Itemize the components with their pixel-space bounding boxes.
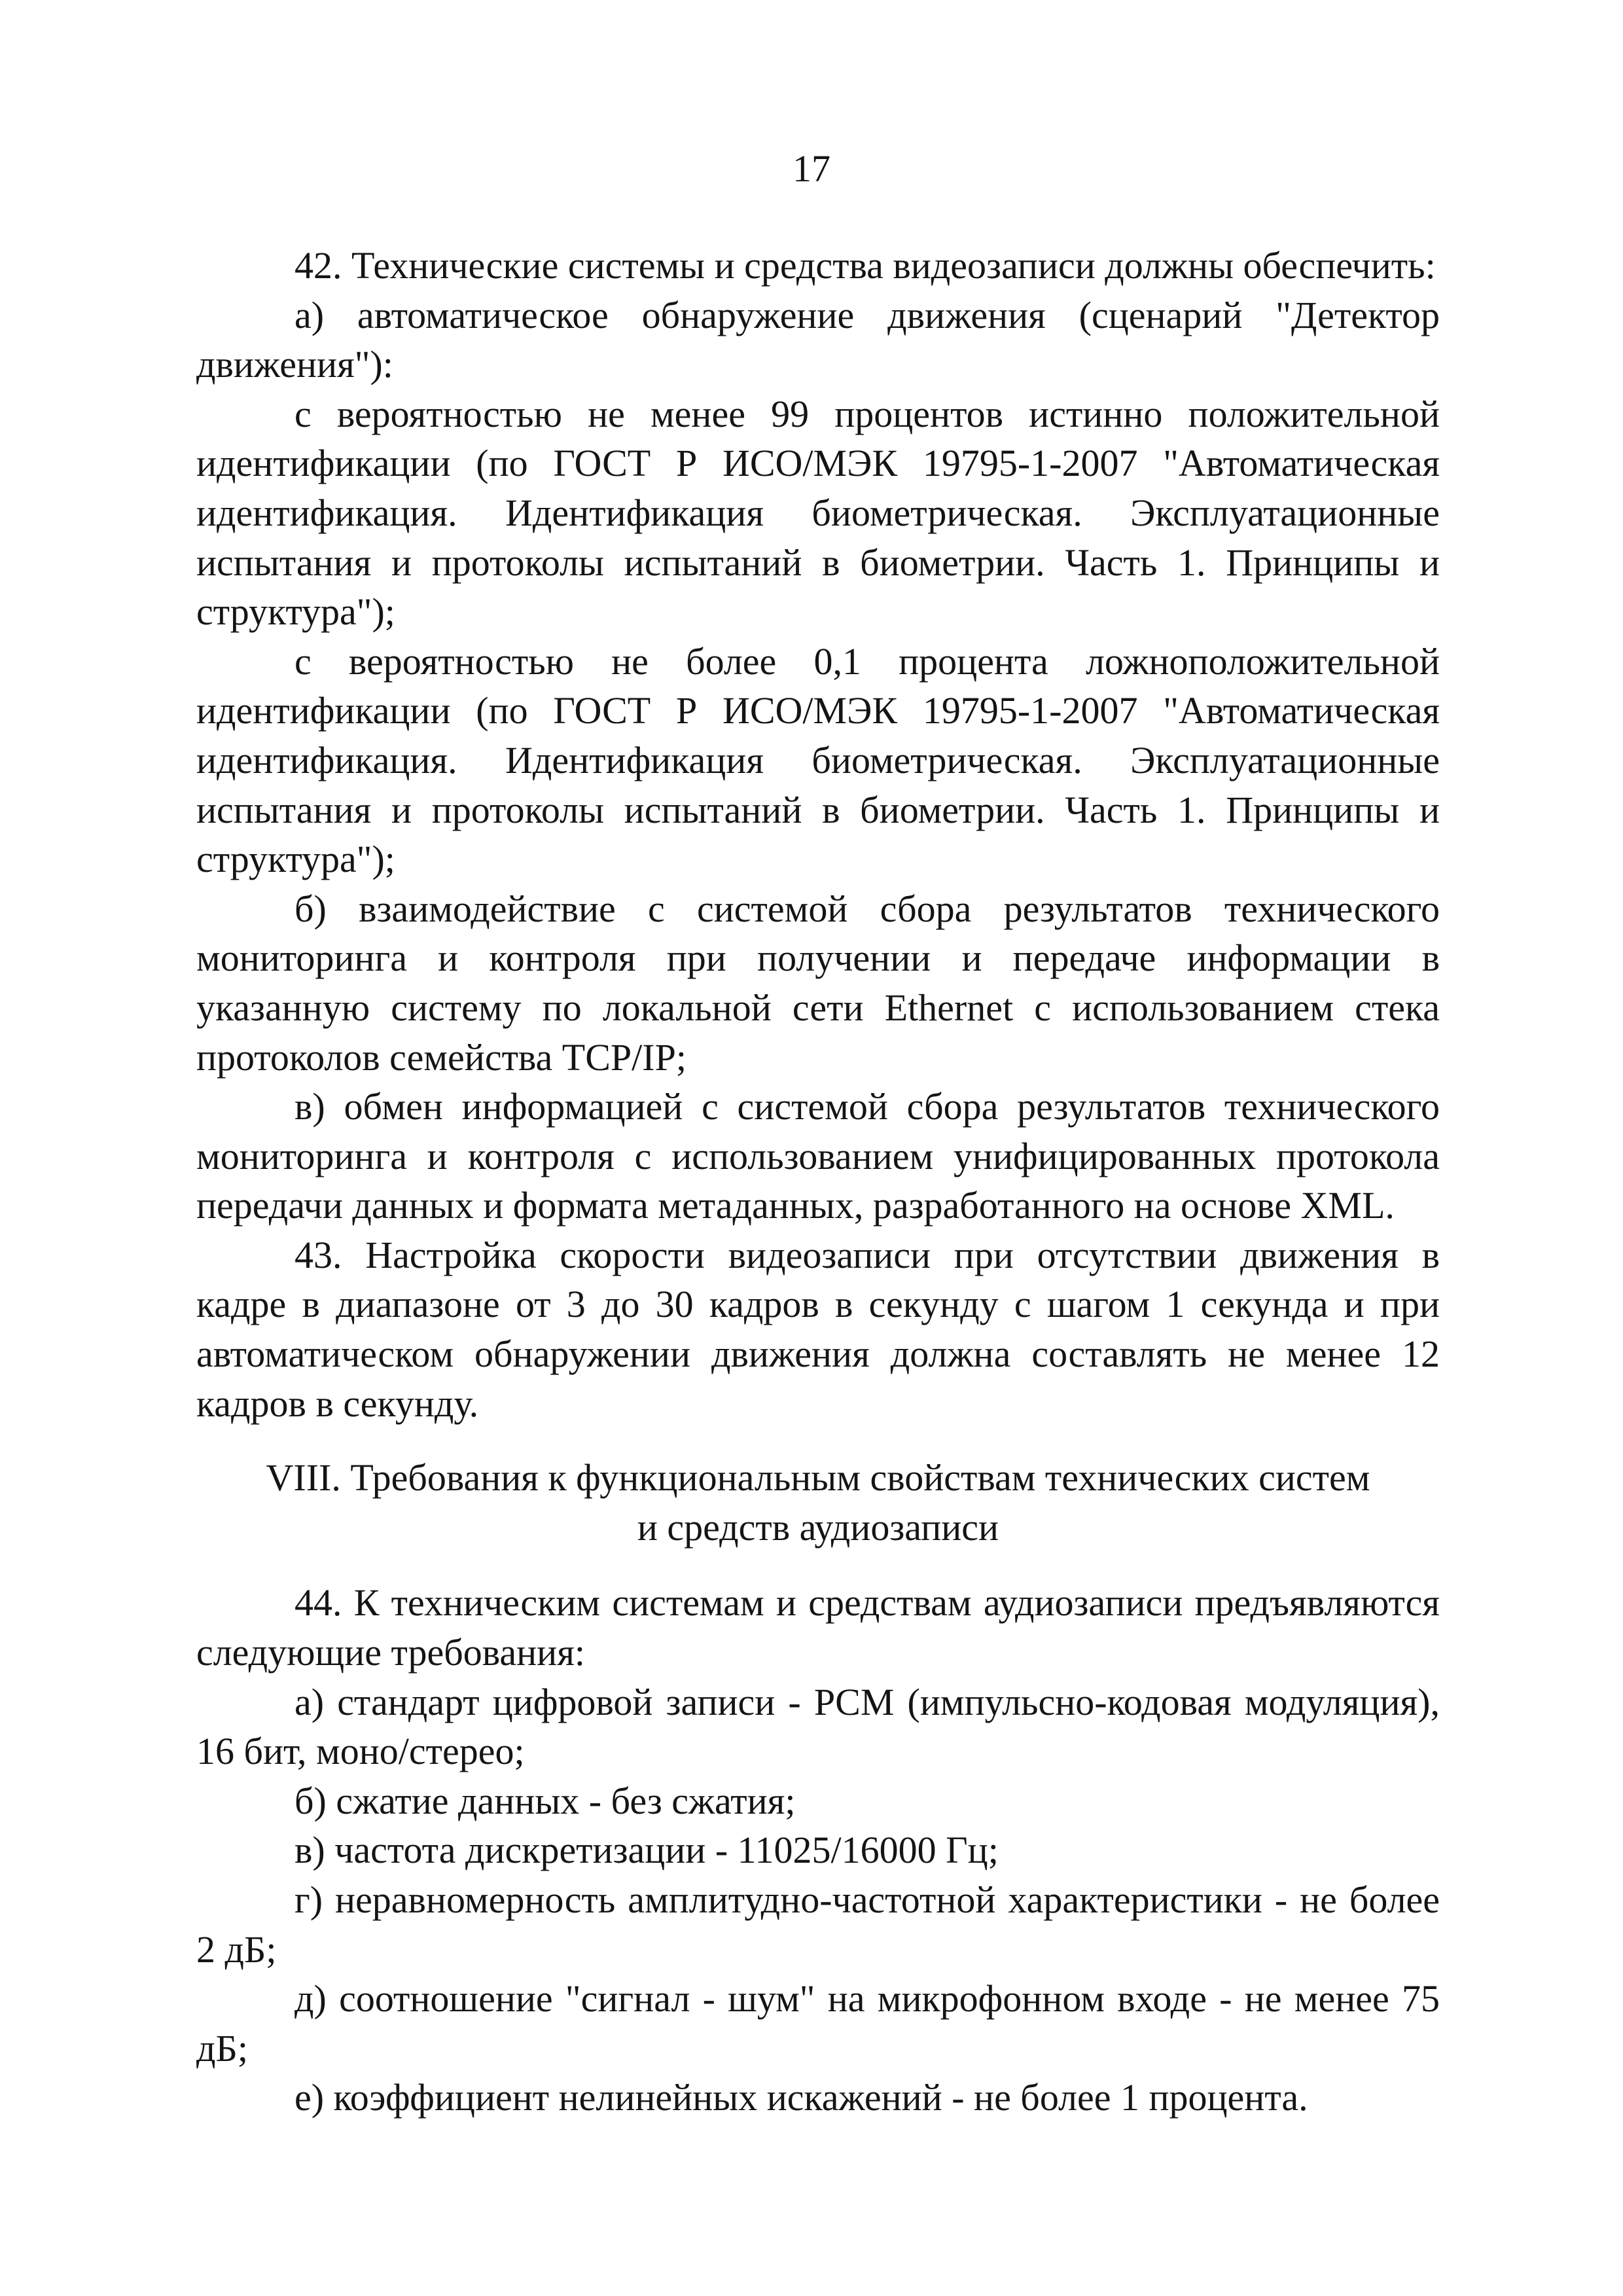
section-heading-line-2: и средств аудиозаписи xyxy=(637,1505,999,1549)
paragraph-44-d: г) неравномерность амплитудно-частотной характеристики - не более 2 дБ; xyxy=(196,1878,1440,1971)
paragraph-44: 44. К техническим системам и средствам аудиозаписи предъявляются следующие требования: xyxy=(196,1581,1440,1674)
paragraph-44-a: а) стандарт цифровой записи - PCM (импульсно-кодовая модуляция), 16 бит, моно/стерео; xyxy=(196,1680,1440,1773)
paragraph-42-a-true-positive: с вероятностью не менее 99 процентов истинно положительной идентификации (по ГОСТ Р ИСО/МЭК 19795-1-2007 "Автоматическая идентификация. Идентификация биометрическая. Эксплуатационные испытания и протоколы испытаний в биометрии. Часть 1. Принципы и структура"); xyxy=(196,392,1440,634)
paragraph-44-b: б) сжатие данных - без сжатия; xyxy=(294,1779,796,1822)
paragraph-42: 42. Технические системы и средства видеозаписи должны обеспечить: xyxy=(294,244,1436,287)
paragraph-44-c: в) частота дискретизации - 11025/16000 Гц; xyxy=(294,1829,999,1872)
paragraph-42-b: б) взаимодействие с системой сбора результатов технического мониторинга и контроля при получении и передаче информации в указанную систему по локальной сети Ethernet с использованием стека протоколов семейства TCP/IP; xyxy=(196,887,1440,1079)
paragraph-42-c: в) обмен информацией с системой сбора результатов технического мониторинга и контроля с использованием унифицированных протокола передачи данных и формата метаданных, разработанного на основе XML. xyxy=(196,1085,1440,1227)
section-heading xyxy=(196,1453,1440,1552)
paragraph-44-e: д) соотношение "сигнал - шум" на микрофонном входе - не менее 75 дБ; xyxy=(196,1977,1440,2070)
section-heading-line-1: VIII. Требования к функциональным свойствам технических систем xyxy=(266,1456,1370,1499)
document-body xyxy=(196,241,1440,2123)
paragraph-42-a-false-positive: с вероятностью не более 0,1 процента ложноположительной идентификации (по ГОСТ Р ИСО/МЭК 19795-1-2007 "Автоматическая идентификация. Идентификация биометрическая. Эксплуатационные испытания и протоколы испытаний в биометрии. Часть 1. Принципы и структура"); xyxy=(196,639,1440,881)
paragraph-44-f: е) коэффициент нелинейных искажений - не более 1 процента. xyxy=(294,2076,1308,2119)
page-number: 17 xyxy=(793,147,830,190)
paragraph-43: 43. Настройка скорости видеозаписи при отсутствии движения в кадре в диапазоне от 3 до 30 кадров в секунду с шагом 1 секунда и при автоматическом обнаружении движения должна составлять не менее 12 кадров в секунду. xyxy=(196,1233,1440,1425)
paragraph-42-a: а) автоматическое обнаружение движения (сценарий "Детектор движения"): xyxy=(196,293,1440,386)
